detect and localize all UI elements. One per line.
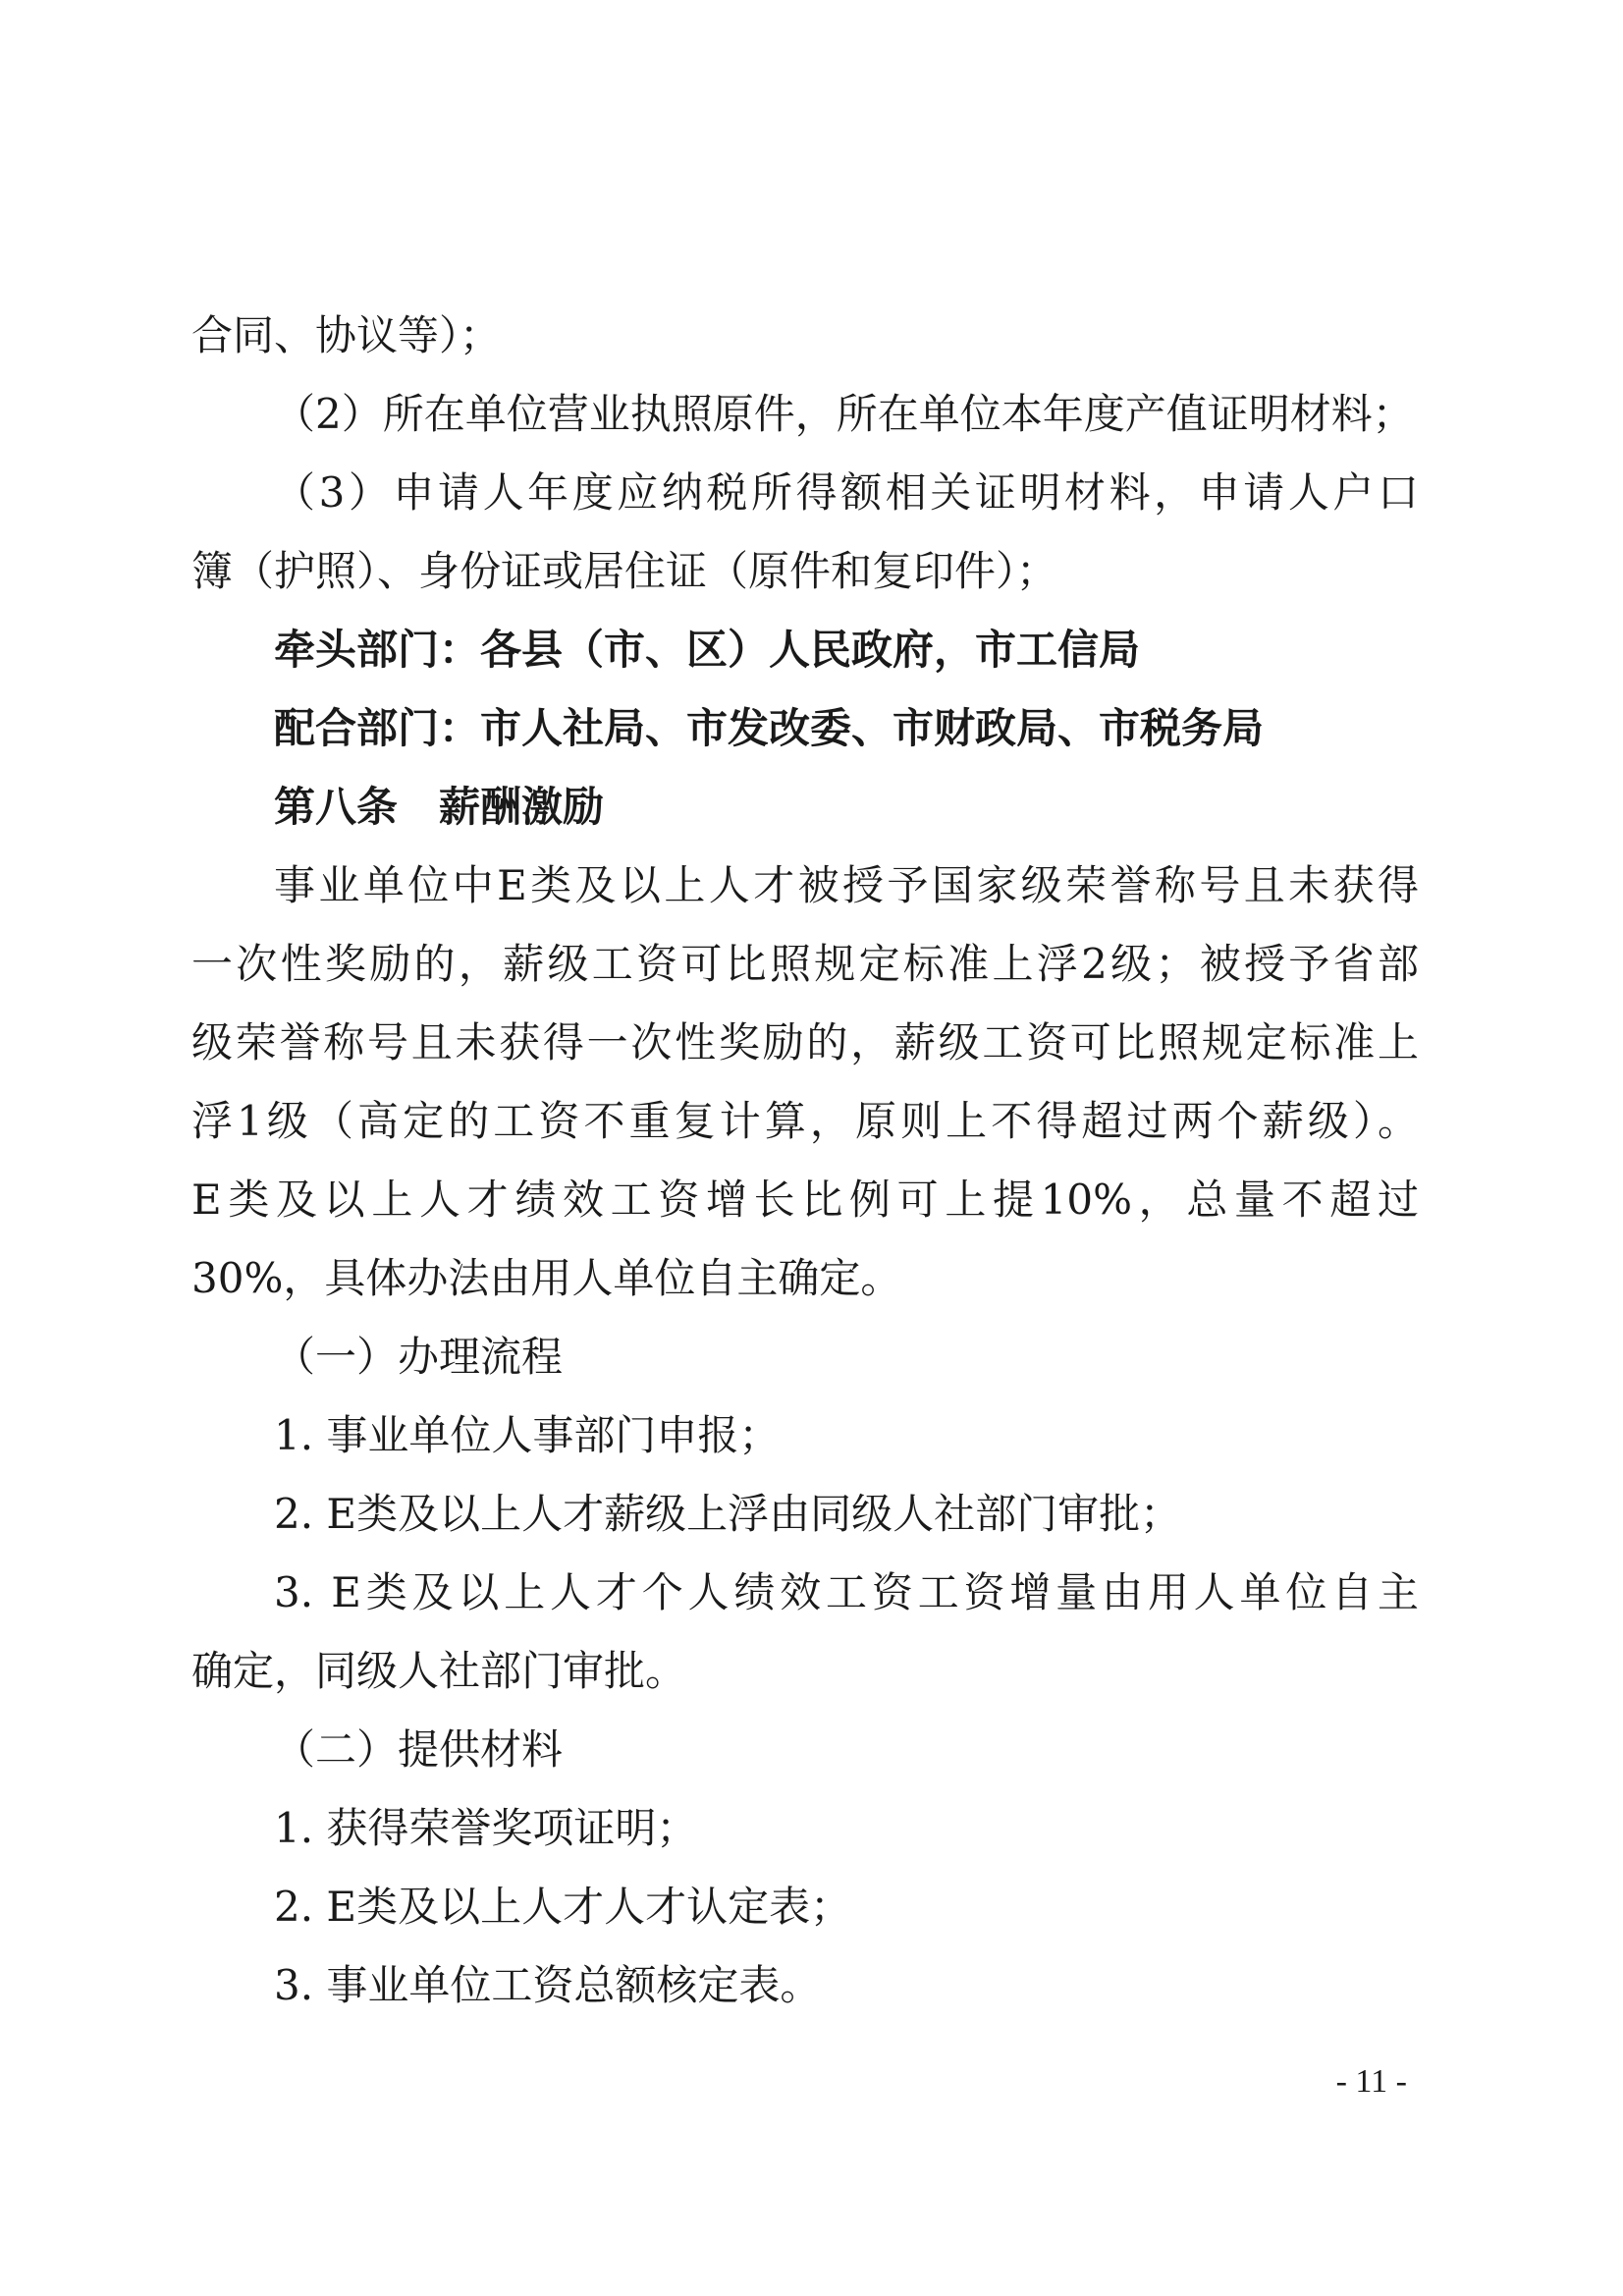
material-item-2: 2. E类及以上人才人才认定表； xyxy=(274,1883,852,1931)
text-line-item-3: （3）申请人年度应纳税所得额相关证明材料，申请人户口 xyxy=(274,468,1419,517)
section-process-heading: （一）办理流程 xyxy=(274,1333,564,1381)
lead-department: 牵头部门：各县（市、区）人民政府，市工信局 xyxy=(274,626,1141,674)
paragraph-line-4: 浮1级（高定的工资不重复计算，原则上不得超过两个薪级）。 xyxy=(191,1097,1419,1145)
paragraph-line-3: 级荣誉称号且未获得一次性奖励的，薪级工资可比照规定标准上 xyxy=(191,1018,1419,1066)
process-step-1: 1. 事业单位人事部门申报； xyxy=(274,1411,781,1459)
section-materials-heading: （二）提供材料 xyxy=(274,1725,564,1774)
material-item-3: 3. 事业单位工资总额核定表。 xyxy=(274,1961,822,2009)
paragraph-line-6: 30%，具体办法由用人单位自主确定。 xyxy=(191,1254,902,1302)
process-step-3-cont: 确定，同级人社部门审批。 xyxy=(191,1647,687,1695)
text-line-contract-agreement: 合同、协议等）； xyxy=(191,311,502,359)
text-line-item-3-cont: 簿（护照）、身份证或居住证（原件和复印件）； xyxy=(191,547,1058,595)
paragraph-line-1: 事业单位中E类及以上人才被授予国家级荣誉称号且未获得 xyxy=(274,861,1419,909)
cooperating-departments: 配合部门：市人社局、市发改委、市财政局、市税务局 xyxy=(274,704,1265,752)
material-item-1: 1. 获得荣誉奖项证明； xyxy=(274,1804,698,1852)
paragraph-line-5: E类及以上人才绩效工资增长比例可上提10%，总量不超过 xyxy=(191,1175,1419,1224)
paragraph-line-2: 一次性奖励的，薪级工资可比照规定标准上浮2级；被授予省部 xyxy=(191,940,1419,988)
article-8-heading: 第八条 薪酬激励 xyxy=(274,783,605,831)
text-line-item-2: （2）所在单位营业执照原件，所在单位本年度产值证明材料； xyxy=(274,390,1414,438)
page-number: - 11 - xyxy=(1335,2063,1407,2100)
process-step-2: 2. E类及以上人才薪级上浮由同级人社部门审批； xyxy=(274,1490,1182,1538)
process-step-3: 3. E类及以上人才个人绩效工资工资增量由用人单位自主 xyxy=(274,1568,1419,1616)
